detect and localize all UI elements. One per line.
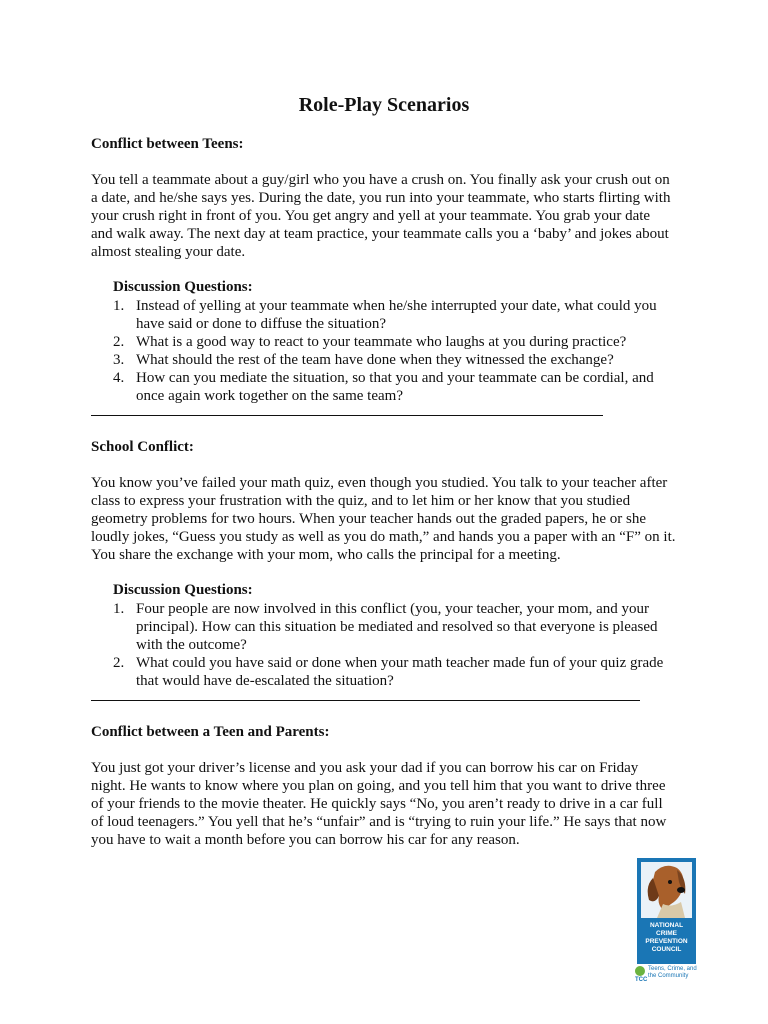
question-line: How can you mediate the situation, so that you and your teammate can be cordial, and (136, 370, 654, 386)
paragraph-line: loudly jokes, “Guess you study as well as you do math,” and hands you a paper with an “F” on it. (91, 529, 676, 545)
discussion-heading: Discussion Questions: (113, 582, 253, 598)
tcc-logo (635, 966, 715, 986)
paragraph-line: almost stealing your date. (91, 244, 246, 260)
section-heading-parents: Conflict between a Teen and Parents: (91, 724, 330, 740)
paragraph-line: You share the exchange with your mom, who calls the principal for a meeting. (91, 547, 561, 563)
logo-line: CRIME (656, 930, 677, 937)
discussion-question (113, 333, 673, 351)
question-number: 1. (113, 298, 125, 314)
discussion-question (113, 369, 673, 405)
paragraph-line: geometry problems for two hours. When your teacher hands out the graded papers, he or she (91, 511, 646, 527)
section-heading-teens: Conflict between Teens: (91, 136, 244, 152)
scenario-paragraph-teens (91, 171, 691, 261)
section-divider (91, 415, 603, 416)
logo-line: COUNCIL (651, 946, 682, 953)
tcc-abbreviation: TCC (635, 977, 648, 983)
paragraph-line: night. He wants to know where you plan on going, and you tell him that you want to drive three (91, 778, 666, 794)
section-divider (91, 700, 640, 701)
question-number: 1. (113, 601, 125, 617)
section-heading-school: School Conflict: (91, 439, 194, 455)
discussion-question (113, 351, 673, 369)
paragraph-line: your crush right in front of you. You get angry and yell at your teammate. You grab your date (91, 208, 651, 224)
paragraph-line: You tell a teammate about a guy/girl who you have a crush on. You finally ask your crush out on (91, 172, 670, 188)
tcc-tagline (648, 966, 697, 980)
question-number: 2. (113, 655, 125, 671)
question-line: What is a good way to react to your teammate who laughs at you during practice? (136, 334, 627, 350)
tcc-circle-icon (635, 966, 645, 976)
ncpc-logo-text (637, 922, 696, 954)
paragraph-line: of your friends to the movie theater. He quickly says “No, you aren’t ready to drive in a car full (91, 796, 663, 812)
question-line: principal). How can this situation be mediated and resolved so that everyone is pleased (136, 619, 658, 635)
tcc-tagline-line: the Community (648, 973, 689, 979)
question-number: 2. (113, 334, 125, 350)
question-line: with the outcome? (136, 637, 247, 653)
discussion-list-teens (113, 297, 673, 405)
question-line: once again work together on the same team? (136, 388, 403, 404)
question-line: What should the rest of the team have done when they witnessed the exchange? (136, 352, 614, 368)
question-number: 3. (113, 352, 125, 368)
discussion-heading: Discussion Questions: (113, 279, 253, 295)
logo-line: PREVENTION (645, 938, 688, 945)
mcgruff-dog-icon (637, 858, 696, 922)
paragraph-line: and walk away. The next day at team practice, your teammate calls you a ‘baby’ and jokes about (91, 226, 669, 242)
tcc-tagline-line: Teens, Crime, and (648, 966, 697, 972)
question-line: Instead of yelling at your teammate when he/she interrupted your date, what could you (136, 298, 657, 314)
paragraph-line: You just got your driver’s license and you ask your dad if you can borrow his car on Friday (91, 760, 639, 776)
discussion-question (113, 600, 673, 654)
discussion-list-school (113, 600, 673, 690)
question-line: What could you have said or done when your math teacher made fun of your quiz grade (136, 655, 664, 671)
paragraph-line: You know you’ve failed your math quiz, even though you studied. You talk to your teacher after (91, 475, 668, 491)
question-number: 4. (113, 370, 125, 386)
discussion-question (113, 297, 673, 333)
scenario-paragraph-school (91, 474, 691, 564)
paragraph-line: a date, and he/she says yes. During the date, you run into your teammate, who starts flirting with (91, 190, 671, 206)
logo-line: NATIONAL (649, 922, 684, 929)
scenario-paragraph-parents (91, 759, 691, 849)
question-line: that would have de-escalated the situation? (136, 673, 394, 689)
paragraph-line: of loud teenagers.” You yell that he’s “unfair” and is “trying to ruin your life.” He says that now (91, 814, 667, 830)
paragraph-line: you have to wait a month before you can borrow his car for any reason. (91, 832, 520, 848)
question-line: have said or done to diffuse the situation? (136, 316, 387, 332)
ncpc-logo (637, 858, 696, 964)
discussion-question (113, 654, 673, 690)
paragraph-line: class to express your frustration with the quiz, and to let him or her know that you studied (91, 493, 631, 509)
page-title: Role-Play Scenarios (298, 94, 470, 116)
question-line: Four people are now involved in this conflict (you, your teacher, your mom, and your (136, 601, 650, 617)
